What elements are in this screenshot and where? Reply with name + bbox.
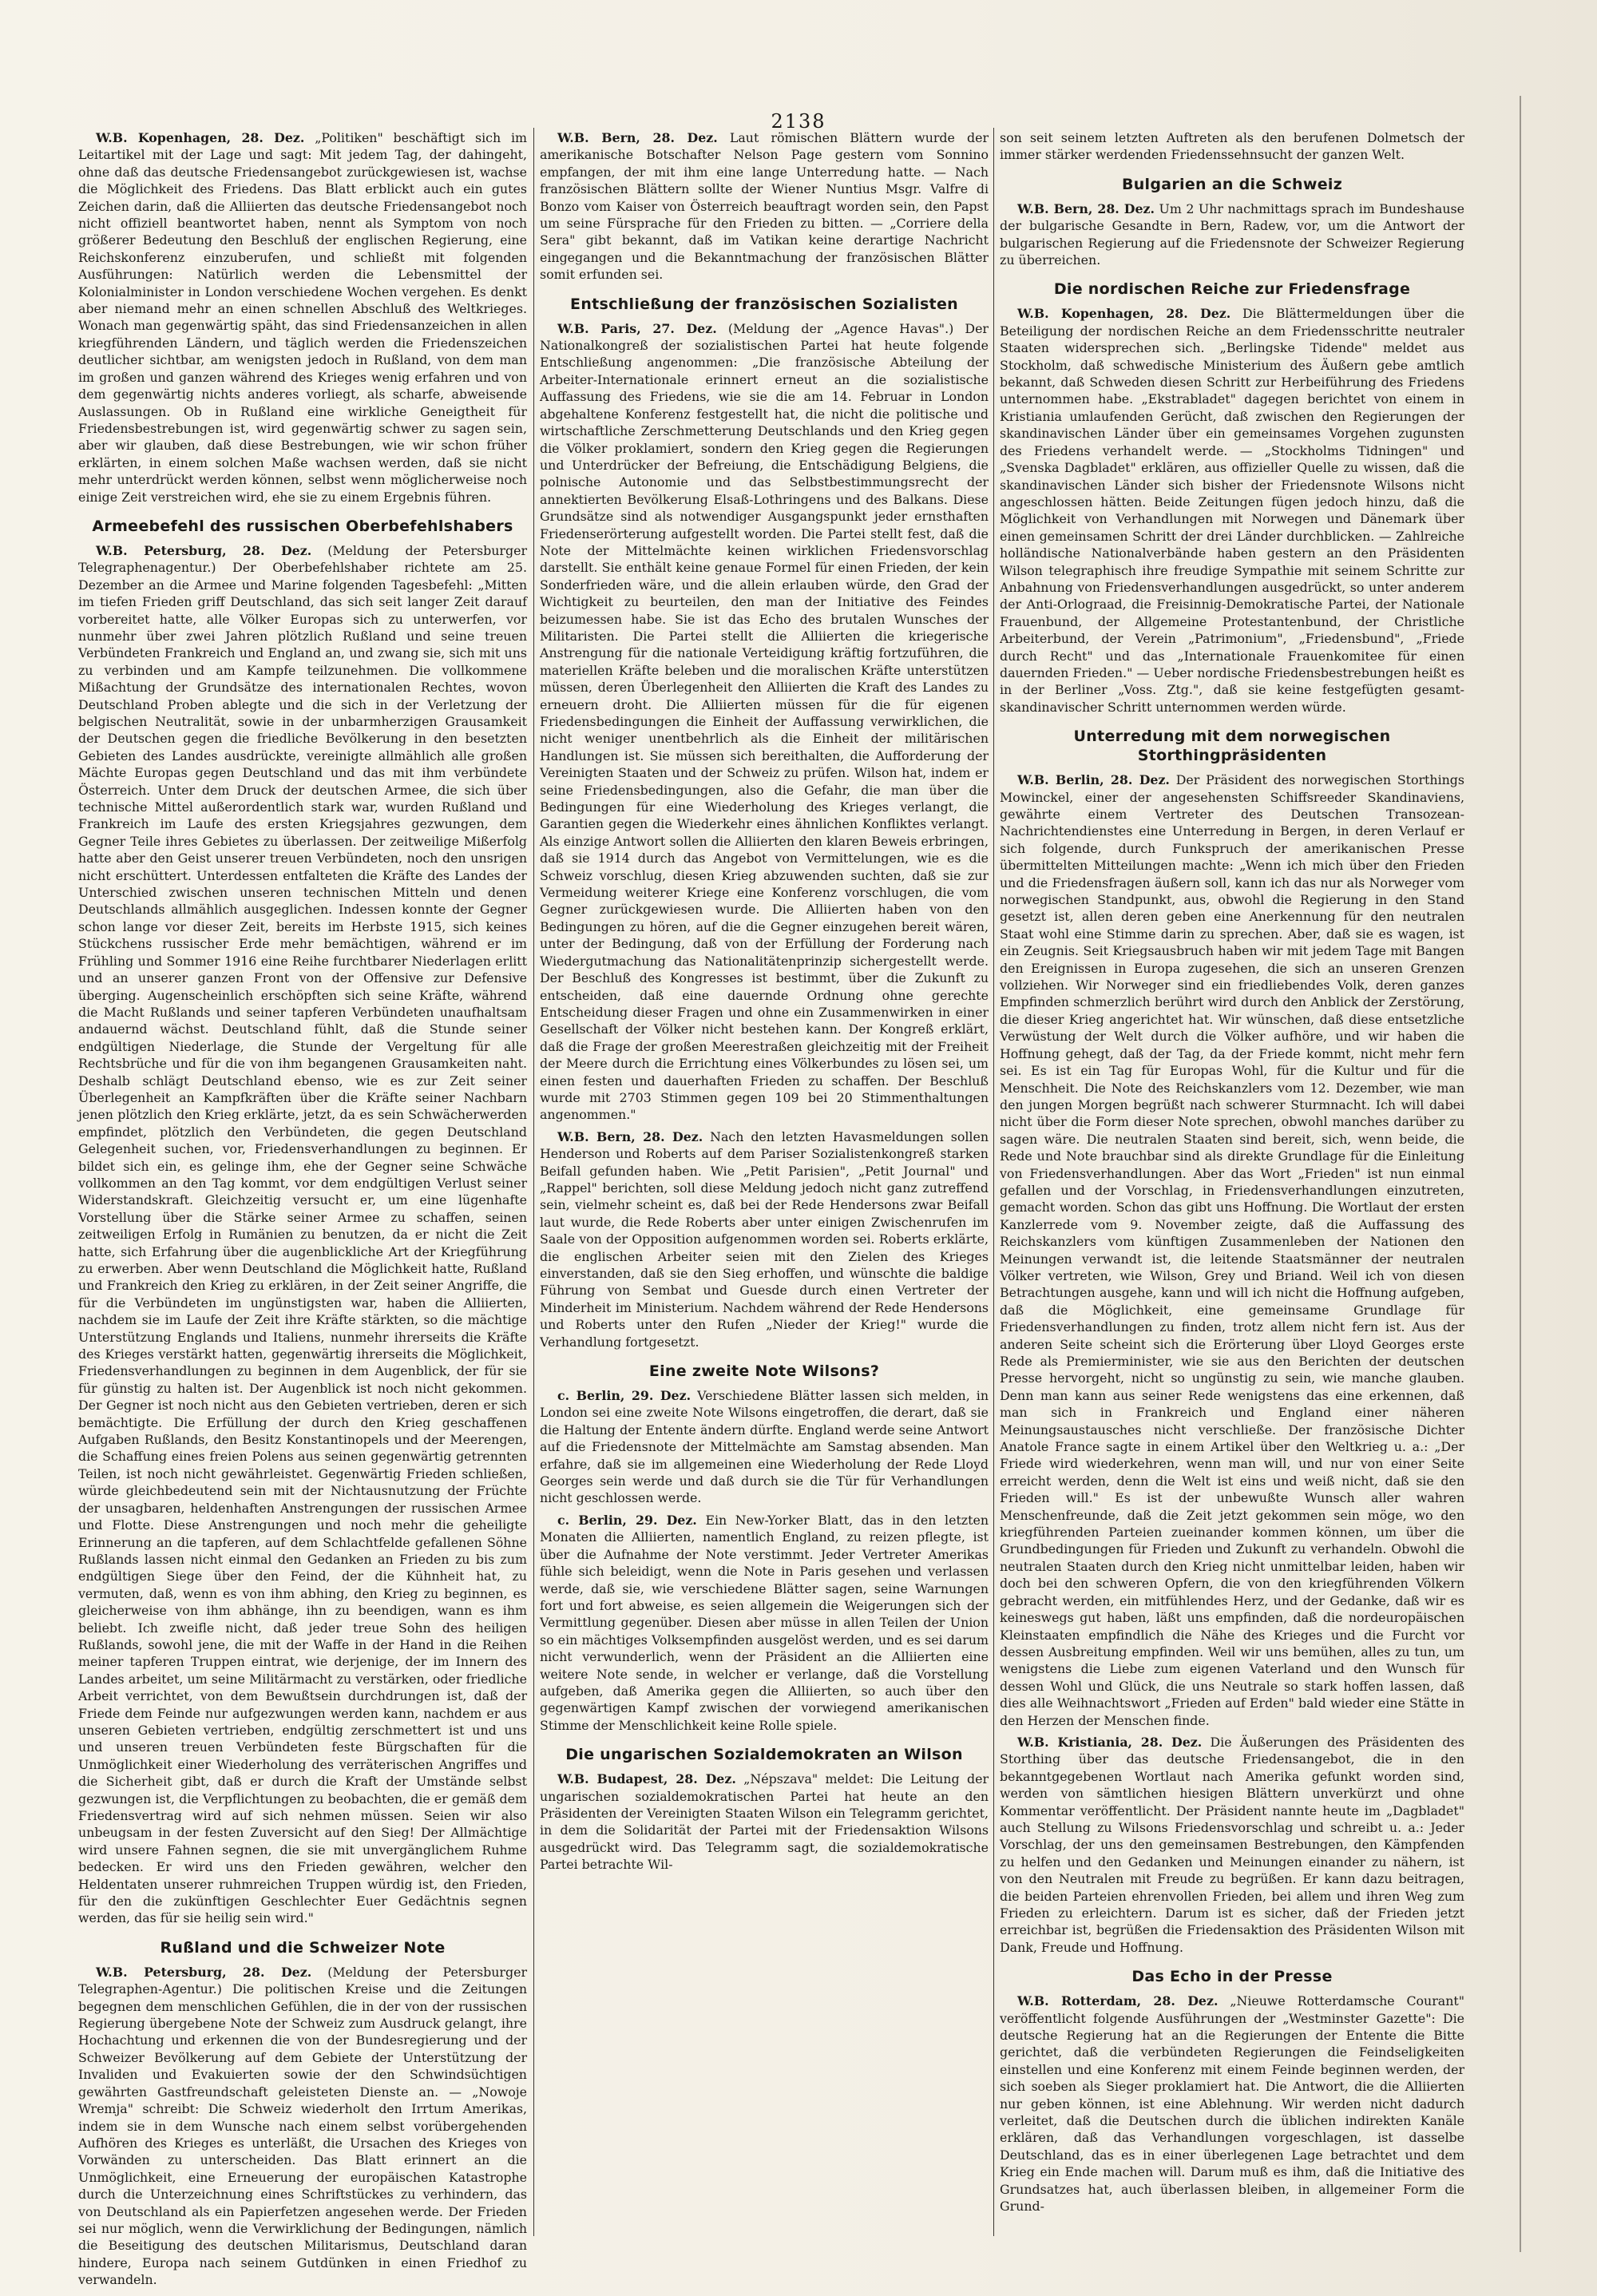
page-number: 2138 <box>771 110 826 133</box>
article-headline: Entschließung der französischen Sozialisten <box>570 295 958 313</box>
article-headline: Unterredung mit dem norwegischen Storthingpräsidenten <box>1073 728 1391 765</box>
dateline: W.B. Kopenhagen, 28. Dez. <box>96 130 305 145</box>
column-3 <box>1000 129 1464 2238</box>
column-1 <box>78 129 527 2288</box>
dateline: W.B. Rotterdam, 28. Dez. <box>1017 1993 1219 2009</box>
article-headline: Die nordischen Reiche zur Friedensfrage <box>1053 280 1411 299</box>
article-paragraph <box>540 129 989 284</box>
dateline: W.B. Budapest, 28. Dez. <box>557 1771 736 1787</box>
dateline: c. Berlin, 29. Dez. <box>557 1388 692 1404</box>
column-rule <box>993 128 994 2236</box>
dateline: W.B. Petersburg, 28. Dez. <box>96 542 312 558</box>
paragraph-text: Die Blättermeldungen über die Beteiligung der nordischen Reiche an dem Friedensschritte neutraler Staaten widersprechen sich. „Berlingske Tidende" meldet aus Stockholm, daß schwedische Ministerium des Äußern gebe amtlich bekannt, daß Schweden diesen Schritt zur Herbeiführung des Friedens unternommen habe. „Ekstrabladet" dagegen berichtet von einem in Kristiania umlaufenden Gerücht, daß zwischen den Regierungen der skandinavischen Länder über ein gemeinsames Vorgehen zugunsten des Friedens verhandelt werde. — „Stockholms Tidningen" und „Svenska Dagbladet" erklären, aus offizieller Quelle zu wissen, daß die skandinavischen Länder sich bisher der Friedensnote Wilsons nicht angeschlossen hätten. Beide Zeitungen fügen jedoch hinzu, daß die Möglichkeit von Verhandlungen mit Norwegen und Dänemark über einen gemeinsamen Schritt der drei Länder durchblicken. — Zahlreiche holländische Nationalverbände haben gestern an den Präsidenten Wilson telegraphisch ihre freudige Sympathie mit seinem Schritte zur Anbahnung von Friedensverhandlungen ausgedrückt, so unter anderem der Anti-Orlograad, die Freisinnig-Demokratische Partei, der Nationale Frauenbund, der Allgemeine Protestantenbund, der Christliche Arbeiterbund, der Verein „Patrimonium", „Friedensbund", „Friede durch Recht" und das „Internationale Frauenkomitee für einen dauernden Frieden." — Ueber nordische Friedensbestrebungen heißt es in der Berliner „Voss. Ztg.", daß sie keine festgefügten gesamt-skandinavischer Schritt unternommen werden würde. <box>1000 306 1464 715</box>
article-headline: Rußland und die Schweizer Note <box>160 1938 446 1957</box>
paragraph-text: Ein New-Yorker Blatt, das in den letzten Monaten die Alliierten, namentlich England, zu reizen pflegte, ist über die Aufnahme der Note verstimmt. Jeder Vertreter Amerikas fühle sich beleidigt, wenn die Note in Paris gesehen und verlassen werde, daß sie, wie verschiedene Blätter sagen, seine Warnungen fort und fort abweise, es seien allgemein die Weigerungen sich der Vermittlung gegenüber. Diesen aber müsse in allen Teilen der Union so ein mächtiges Volksempfinden ausgelöst werden, und es sei darum nicht verwunderlich, wenn der Präsident an die Alliierten eine weitere Note sende, in welcher er verlange, daß die Vorstellung aufgeben, daß Amerika gegen die Alliierten, so auch über den gegenwärtigen Kampf zwischen der vorwiegend amerikanischen Stimme der Menschlichkeit keine Rolle spiele. <box>540 1512 989 1733</box>
article-paragraph <box>78 542 527 1927</box>
dateline: W.B. Kristiania, 28. Dez. <box>1017 1734 1203 1750</box>
article-paragraph <box>540 1387 989 1507</box>
paragraph-text: Nach den letzten Havasmeldungen sollen Henderson und Roberts auf dem Pariser Sozialistenkongreß starken Beifall gefunden haben. Wie „Petit Parisien", „Petit Journal" und „Rappel" berichten, soll diese Meldung jedoch nicht ganz zutreffend sein, vielmehr scheint es, daß bei der Rede Hendersons zwar Beifall laut wurde, die Rede Roberts aber unter einigen Zwischenrufen im Saale von der Opposition aufgenommen worden sei. Roberts erklärte, die englischen Arbeiter seien mit den Zielen des Krieges einverstanden, daß sie den Sieg erhoffen, und wünschte die baldige Führung von Sembat und Guesde durch einen Vertreter der Minderheit im Ministerium. Nachdem während der Rede Hendersons und Roberts unter den Rufen „Nieder der Krieg!" wurde die Verhandlung fortgesetzt. <box>540 1128 989 1350</box>
dateline: W.B. Bern, 28. Dez. <box>557 130 718 145</box>
paragraph-text: „Politiken" beschäftigt sich im Leitartikel mit der Lage und sagt: Mit jedem Tag, der dahingeht, ohne daß das deutsche Friedensangebot zurückgewiesen ist, wachse die Möglichkeit des Friedens. Das Blatt erblickt auch ein gutes Zeichen darin, daß die Alliierten das deutsche Friedensangebot noch nicht offiziell beantwortet haben, nennt als Symptom von noch größerer Bedeutung den Beschluß der englischen Regierung, eine Reichskonferenz einzuberufen, und schließt mit folgenden Ausführungen: Natürlich werden die Lebensmittel der Kolonialminister in London verschiedene Wochen vergehen. Es denkt aber niemand mehr an einen schnellen Abschluß des Weltkrieges. Wonach man gegenwärtig späht, das sind Friedensanzeichen in allen kriegführenden Ländern, und täglich werden die Friedenszeichen deutlicher sichtbar, am wenigsten jedoch in Rußland, von dem man im großen und ganzen während des Krieges wenig erfahren und von dem gegenwärtig nichts anderes vorliegt, als scharfe, abweisende Auslassungen. Ob in Rußland eine wirkliche Geneigtheit für Friedensbestrebungen ist, wird gegenwärtig schwer zu sagen sein, aber wir glauben, daß diese Bestrebungen, wie wir schon früher erklärten, in einem solchen Maße wachsen werden, daß sie nicht mehr unterdrückt werden können, selbst wenn möglicherweise noch einige Zeit verstreichen wird, ehe sie zu einem Ergebnis führen. <box>78 130 527 505</box>
page-edge <box>1520 96 1521 2252</box>
dateline: W.B. Kopenhagen, 28. Dez. <box>1017 306 1231 322</box>
article-paragraph <box>78 1964 527 2289</box>
article-paragraph <box>78 129 527 506</box>
article-paragraph <box>1000 305 1464 716</box>
article-headline: Armeebefehl des russischen Oberbefehlshabers <box>92 517 513 535</box>
paragraph-text: Laut römischen Blättern wurde der amerikanische Botschafter Nelson Page gestern vom Sonnino empfangen, der mit ihm eine lange Unterredung hatte. — Nach französischen Blättern sollte der Wiener Nuntius Msgr. Valfre di Bonzo vom Kaiser von Österreich beauftragt worden sein, den Papst um seine Fürsprache für den Frieden zu bitten. — „Corriere della Sera" gibt bekannt, daß im Vatikan keine derartige Nachricht eingegangen und die Bekanntmachung der französischen Blätter somit erfunden sei. <box>540 130 989 283</box>
dateline: W.B. Petersburg, 28. Dez. <box>96 1964 312 1980</box>
dateline: W.B. Paris, 27. Dez. <box>557 320 717 336</box>
paragraph-text: (Meldung der Petersburger Telegraphen-Agentur.) Die politischen Kreise und die Zeitungen begegnen dem menschlichen Gefühlen, die in der von der russischen Regierung übergebene Note der Schweiz zum Ausdruck gelangt, ihre Hochachtung und erkennen die von der Bundesregierung und der Schweizer Bevölkerung auf dem Gebiete der Unterstützung der Invaliden und Evakuierten sowie der den Schwindsüchtigen gewährten Gastfreundschaft geleisteten Dienste an. — „Nowoje Wremja" schreibt: Die Schweiz wiederholt den Irrtum Amerikas, indem sie in dem Wunsche nach einem selbst vorübergehenden Aufhören des Krieges es unterläßt, die Ursachen des Krieges von Vorwänden zu unterscheiden. Das Blatt erinnert an die Unmöglichkeit, eine Erneuerung der europäischen Katastrophe durch die Unterzeichnung eines Schriftstückes zu verhindern, das von Deutschland als ein Papierfetzen angesehen werde. Der Frieden sei nur möglich, wenn die Verwirklichung der Bedingungen, nämlich die Beseitigung des deutschen Militarismus, Deutschland daran hindere, Europa nach seinem Gutdünken in einen Friedhof zu verwandeln. <box>78 1964 527 2288</box>
article-paragraph <box>1000 129 1464 164</box>
dateline: c. Berlin, 29. Dez. <box>557 1512 697 1528</box>
article-paragraph <box>1000 200 1464 269</box>
paragraph-text: Um 2 Uhr nachmittags sprach im Bundeshause der bulgarische Gesandte in Bern, Radew, vor, um die Antwort der bulgarischen Regierung auf die Friedensnote der Schweizer Regierung zu überreichen. <box>1000 200 1464 268</box>
paragraph-text: Verschiedene Blätter lassen sich melden, in London sei eine zweite Note Wilsons eingetroffen, die derart, daß sie die Haltung der Entente ändern dürfte. England werde seine Antwort auf die Friedensnote der Mittelmächte am Samstag absenden. Man erfahre, daß sie im allgemeinen eine Wiederholung der Rede Lloyd Georges sein werde und daß durch sie die Tür für Verhandlungen nicht geschlossen werde. <box>540 1388 989 1506</box>
dateline: W.B. Bern, 28. Dez. <box>557 1128 703 1144</box>
article-paragraph <box>1000 771 1464 1729</box>
article-paragraph <box>540 1771 989 1873</box>
paragraph-text: (Meldung der Petersburger Telegraphenagentur.) Der Oberbefehlshaber richtete am 25. Dezember an die Armee und Marine folgenden Tagesbefehl: „Mitten im tiefen Frieden griff Deutschland, das sich seit langer Zeit darauf vorbereitet hatte, alle Völker Europas sich zu unterwerfen, vor nunmehr über zwei Jahren plötzlich Rußland und seine treuen Verbündeten Frankreich und England an, und zwang sie, sich mit uns zu verbinden und am Kampfe teilzunehmen. Die vollkommene Mißachtung der Grundsätze des internationalen Rechtes, wovon Deutschland Proben ablegte und die sich in der Verletzung der belgischen Neutralität, sowie in der unbarmherzigen Grausamkeit der Deutschen gegen die friedliche Bevölkerung in den besetzten Gebieten des Landes ausdrückte, vereinigte allmählich alle großen Mächte Europas gegen Deutschland und das mit ihm verbündete Österreich. Unter dem Druck der deutschen Armee, die sich über technische Mittel außerordentlich stark war, wurden Rußland und Frankreich im Laufe des ersten Kriegsjahres gezwungen, dem Gegner Teile ihres Gebietes zu überlassen. Der zeitweilige Mißerfolg hatte aber den Geist unserer treuen Verbündeten, noch den unsrigen nicht erschüttert. Unterdessen entfalteten die Kräfte des Landes der Unterschied zwischen unseren technischen Mitteln und denen Deutschlands allmählich ausgeglichen. Indessen konnte der Gegner schon lange vor dieser Zeit, bereits im Herbste 1915, sich keines Stückchens russischer Erde mehr bemächtigen, während er im Frühling und Sommer 1916 eine Reihe furchtbarer Niederlagen erlitt und an unserer ganzen Front von der Offensive zur Defensive überging. Augenscheinlich erschöpften sich seine Kräfte, während die Macht Rußlands und seiner tapferen Verbündeten unaufhaltsam andauernd wächst. Deutschland fühlt, daß die Stunde seiner endgültigen Niederlage, die Stunde der Vergeltung für alle Rechtsbrüche und für die von ihm begangenen Grausamkeiten naht. Deshalb schlägt Deutschland ebenso, wie es zur Zeit seiner Überlegenheit an Kampfkräften über die Kräfte seiner Nachbarn jenen plötzlich den Krieg erklärte, jetzt, da es sein Schwächerwerden empfindet, plötzlich den Verbündeten, die gegen Deutschland Gelegenheit suchen, vor, Friedensverhandlungen zu beginnen. Er bildet sich ein, es gelinge ihm, ehe der Gegner seine Schwäche vollkommen an den Tag kommt, vor dem endgültigen Verlust seiner Widerstandskraft. Gleichzeitig versucht er, um eine lügenhafte Vorstellung über die Stärke seiner Armee zu schaffen, seinen zeitweiligen Erfolg in Rumänien zu benutzen, da er nicht die Zeit hatte, sich Erfahrung über die augenblickliche Art der Kriegführung zu erwerben. Aber wenn Deutschland die Möglichkeit hatte, Rußland und Frankreich den Krieg zu erklären, in der Zeit seiner Angriffe, die für die Verbündeten im ungünstigsten war, haben die Alliierten, nachdem sie im Laufe der Zeit ihre Kräfte stärkten, so die mächtige Unterstützung Englands und Italiens, nunmehr ihrerseits die Kräfte des Krieges verstärkt hatten, gegenwärtig ihrerseits die Möglichkeit, Friedensverhandlungen zu beginnen in dem Augenblick, der für sie für günstig zu halten ist. Der Augenblick ist noch nicht gekommen. Der Gegner ist noch nicht aus den Gebieten vertrieben, deren er sich bemächtigte. Die Erfüllung der durch den Krieg geschaffenen Aufgaben Rußlands, den Besitz Konstantinopels und der Meerengen, die Schaffung eines freien Polens aus seinen gegenwärtig getrennten Teilen, ist noch nicht gewährleistet. Gegenwärtig Frieden schließen, würde gleichbedeutend sein mit der Nichtausnutzung der Früchte der unsagbaren, heldenhaften Anstrengungen der russischen Armee und Flotte. Diese Anstrengungen und noch mehr die geheiligte Erinnerung an die tapferen, auf dem Schlachtfelde gefallenen Söhne Rußlands lassen nicht einmal den Gedanken an Frieden zu bis zum endgültigen Siege über den Feind, der die Kühnheit hat, zu vermuten, daß, wenn es von ihm abhing, den Krieg zu beginnen, es gleicherweise von ihm abhänge, ihn zu beendigen, wann es ihm beliebt. Ich zweifle nicht, daß jeder treue Sohn des heiligen Rußlands, sowohl jene, die mit der Waffe in der Hand in die Reihen meiner tapferen Truppen eintrat, wie derjenige, der im Innern des Landes arbeitet, um seine Militärmacht zu verstärken, oder friedliche Arbeit verrichtet, von dem Bewußtsein durchdrungen ist, daß der Friede dem Feinde nur aufgezwungen werden kann, nachdem er aus unseren Gebieten vertrieben, endgültig zerschmettert ist und uns und unseren treuen Verbündeten feste Bürgschaften für die Unmöglichkeit einer Wiederholung des verräterischen Angriffes und die Sicherheit gibt, daß er durch die Kraft der Umstände selbst gezwungen ist, die Verpflichtungen zu beobachten, die er gemäß dem Friedensvertrag wird auf sich nehmen müssen. Seien wir also unbeugsam in der festen Zuversicht auf den Sieg! Der Allmächtige wird unsere Fahnen segnen, die sie mit unvergänglichem Ruhme bedecken. Er wird uns den Frieden gewähren, welcher den Heldentaten unserer ruhmreichen Truppen würdig ist, den Frieden, für den die zukünftigen Geschlechter Euer Gedächtnis segnen werden, das für sie heilig sein wird." <box>78 542 527 1926</box>
article-paragraph <box>1000 1734 1464 1956</box>
paragraph-text: son seit seinem letzten Auftreten als den berufenen Dolmetsch der immer stärker werdenden Friedenssehnsucht der ganzen Welt. <box>1000 130 1464 163</box>
article-headline: Die ungarischen Sozialdemokraten an Wilson <box>565 1746 963 1764</box>
article-paragraph <box>540 1128 989 1350</box>
article-headline: Eine zweite Note Wilsons? <box>648 1362 880 1381</box>
article-paragraph <box>1000 1993 1464 2215</box>
column-rule <box>533 128 534 2236</box>
article-paragraph <box>540 1512 989 1734</box>
paragraph-text: (Meldung der „Agence Havas".) Der Nationalkongreß der sozialistischen Partei hat heute folgende Entschließung angenommen: „Die französische Abteilung der Arbeiter-Internationale erinnert erneut an die sozialistische Auffassung des Friedens, wie sie die am 14. Februar in London abgehaltene Konferenz festgestellt hat, die nicht die politische und wirtschaftliche Zerschmetterung Deutschlands und den Krieg gegen die Völker proklamiert, sondern den Krieg gegen die Regierungen und Unterdrücker der Befreiung, die Entschädigung Belgiens, die polnische Autonomie und das Selbstbestimmungsrecht der annektierten Bevölkerung Elsaß-Lothringens und des Balkans. Diese Grundsätze sind als notwendiger Ausgangspunkt jeder ernsthaften Friedenserörterung aufgestellt worden. Die Partei stellt fest, daß die Note der Mittelmächte keinen wirklichen Friedensvorschlag darstellt. Sie enthält keine genaue Formel für einen Frieden, der kein Sonderfrieden wäre, und die allein erlauben würde, den Grad der Wichtigkeit zu beurteilen, den man der Initiative des Feindes beizumessen habe. Sie ist das Echo des brutalen Wunsches der Militaristen. Die Partei stellt die Alliierten die kriegerische Anstrengung für die nationale Verteidigung kräftig fortzuführen, die materiellen Kräfte beleben und die moralischen Kräfte unterstützen müssen, deren Überlegenheit den Alliierten die Kraft des Landes zu erneuern droht. Die Alliierten müssen für die für eigenen Friedensbedingungen die Einheit der Auffassung verwirklichen, die nicht weniger unentbehrlich als die Einheit der militärischen Handlungen ist. Sie müssen sich bereithalten, die Aufforderung der Vereinigten Staaten und der Schweiz zu prüfen. Wilson hat, indem er seine Friedensbedingungen, also die Gefahr, die man über die Bedingungen für eine Wiederholung des Krieges verlangt, die Garantien gegen die Wiederkehr eines ähnlichen Konfliktes verlangt. Als einzige Antwort sollen die Alliierten den klaren Beweis erbringen, daß sie 1914 durch das Angebot von Vermittelungen, wie es die Schweiz vorschlug, diesen Krieg abzuwenden suchten, daß sie zur Vermeidung weiterer Kriege eine Konferenz vorschlugen, die vom Gegner zurückgewiesen wurde. Die Alliierten haben von den Bedingungen zu hören, auf die die Gegner einzugehen bereit wären, unter der Bedingung, daß von der Erfüllung der Forderung nach Wiedergutmachung das Nationalitätenprinzip sichergestellt werde. Der Beschluß des Kongresses ist bestimmt, über die Zukunft zu entscheiden, daß eine dauernde Ordnung ohne gerechte Entscheidung dieser Fragen und ohne ein Zusammenwirken in einer Gesellschaft der Völker nicht bestehen kann. Der Kongreß erklärt, daß die Frage der großen Meerestraßen gleichzeitig mit der Freiheit der Meere durch die Errichtung eines Völkerbundes zu lösen sei, um einen festen und dauerhaften Frieden zu schaffen. Der Beschluß wurde mit 2703 Stimmen gegen 109 bei 20 Stimmenthaltungen angenommen." <box>540 320 989 1123</box>
article-headline: Bulgarien an die Schweiz <box>1121 175 1343 193</box>
paragraph-text: Die Äußerungen des Präsidenten des Storthing über das deutsche Friedensangebot, die in den bekanntgegebenen Wortlaut nach Amerika gefunkt worden sind, werden von sämtlichen hiesigen Blättern unverkürzt und ohne Kommentar veröffentlicht. Der Präsident nannte heute im „Dagbladet" auch Stellung zu Wilsons Friedensvorschlag und schreibt u. a.: Jeder Vorschlag, der uns den gemeinsamen Bestrebungen, den Kämpfenden zu helfen und den Gedanken und Meinungen einander zu nähern, ist von den Neutralen mit Freude zu begrüßen. Er kann dazu beitragen, die beiden Parteien ehrenvollen Frieden, bei allem und ihren Weg zum Frieden zu erleichtern. Darum ist es sicher, daß der Frieden jetzt erreichbar ist, begrüßen die Friedensaktion des Präsidenten Wilson mit Dank, Freude und Hoffnung. <box>1000 1734 1464 1955</box>
paragraph-text: Der Präsident des norwegischen Storthings Mowinckel, einer der angesehensten Schiffsreeder Skandinaviens, gewährte einem Vertreter des Deutschen Transozean-Nachrichtendienstes eine Unterredung in Bergen, in deren Verlauf er sich folgende, durch Funkspruch der amerikanischen Presse übermittelten Mitteilungen machte: „Wenn ich mich über den Frieden und die Friedensfragen äußern soll, kann ich das nur als Norweger vom norwegischen Standpunkt, aus, obwohl die Regierung in den Stand gesetzt ist, allen deren geben eine Anerkennung für den neutralen Staat wohl eine Stimme darin zu sprechen. Aber, daß sie es wagen, ist ein Zeugnis. Seit Kriegsausbruch haben wir mit jedem Tage mit Bangen den Ereignissen in Europa zugesehen, die sich an unseren Grenzen vollziehen. Wir Norweger sind ein friedliebendes Volk, deren ganzes Empfinden schmerzlich berührt wird durch den Anblick der Zerstörung, die dieser Krieg angerichtet hat. Wir wünschen, daß diese entsetzliche Verwüstung der Welt durch die Völker aufhöre, und wir haben die Hoffnung gehegt, daß der Tag, da der Friede kommt, nicht mehr fern sei. Es ist ein Tag für Europas Wohl, für die Kultur und für die Menschheit. Die Note des Reichskanzlers vom 12. Dezember, wie man den jungen Morgen begrüßt nach schwerer Sturmnacht. Ich will dabei nicht über die Form dieser Note sprechen, obwohl manches darüber zu sagen wäre. Die neutralen Staaten sind bereit, sich, wenn beide, die Rede und Note brauchbar sind als direkte Grundlage für die Einleitung von Friedensverhandlungen. Aber das Wort „Frieden" ist nun einmal gefallen und der Vorschlag, in Friedensverhandlungen einzutreten, gemacht worden. Schon das gibt uns Hoffnung. Die Wortlaut der ersten Kanzlerrede vom 9. November zeigte, daß die Auffassung des Reichskanzlers vom künftigen Zusammenleben der Nationen den Meinungen verwandt ist, die leitende Staatsmänner der neutralen Völker vertreten, wie Wilson, Grey und Briand. Weil ich von diesen Betrachtungen ausgehe, kann und will ich nicht die Hoffnung aufgeben, daß die Möglichkeit, eine gemeinsame Grundlage für Friedensverhandlungen zu finden, trotz allem nicht fern ist. Aus der anderen Seite scheint sich die Erörterung über Lloyd Georges erste Rede als Premierminister, wie sie aus den Berichten der deutschen Presse hervorgeht, nicht so ungünstig zu sein, wie manche glauben. Denn man kann aus seiner Rede wenigstens das eine erkennen, daß man sich in Frankreich und England einer näheren Meinungsaustausches nicht verschließe. Der französische Dichter Anatole France sagte in einem Artikel über den Weltkrieg u. a.: „Der Friede wird wiederkehren, wenn man will, und nur von einer Seite erreicht werden, denn die Welt ist eins und weiß nicht, daß sie den Frieden will." Es ist der unbewußte Wunsch aller wahren Menschenfreunde, daß die Zeit jetzt gekommen sein möge, wo den kriegführenden Parteien zueinander kommen können, um über die Grundbedingungen für Frieden und Zukunft zu verhandeln. Obwohl die neutralen Staaten durch den Krieg nicht unmittelbar leiden, haben wir doch bei den schweren Opfern, die von den kriegführenden Völkern gebracht werden, ein mitfühlendes Herz, und der Gedanke, daß wir es keineswegs gut haben, läßt uns empfinden, daß die nordeuropäischen Kleinstaaten empfindlich die Nähe des Krieges und die Furcht vor dessen Ausbreitung empfinden. Weil wir uns bemühen, alles zu tun, um wenigstens die Liebe zum eigenen Vaterland und den Wunsch für dessen Wohl und Glück, die uns Neutrale so stark hoffen lassen, daß dies alle Weihnachtswort „Frieden auf Erden" bald wieder eine Stätte in den Herzen der Menschen finde. <box>1000 772 1465 1728</box>
article-headline: Das Echo in der Presse <box>1131 1968 1333 1986</box>
dateline: W.B. Bern, 28. Dez. <box>1017 200 1155 216</box>
article-paragraph <box>540 320 989 1124</box>
paragraph-text: „Népszava" meldet: Die Leitung der ungarischen sozialdemokratischen Partei hat heute an den Präsidenten der Vereinigten Staaten Wilson ein Telegramm gerichtet, in dem die Solidarität der Partei mit der Friedensaktion Wilsons ausgedrückt wird. Das Telegramm sagt, die sozialdemokratische Partei betrachte Wil- <box>540 1771 989 1873</box>
column-2 <box>540 129 989 2238</box>
paragraph-text: „Nieuwe Rotterdamsche Courant" veröffentlicht folgende Ausführungen der „Westminster Gazette": Die deutsche Regierung hat an die Regierungen der Entente die Bitte gerichtet, daß die verbündeten Regierungen die Feindseligkeiten einstellen und eine Konferenz mit einem Feinde beginnen werden, der sich soeben als Sieger proklamiert hat. Die Antwort, die die Alliierten nur geben können, ist eine Ablehnung. Wir werden nicht dadurch verleitet, daß die Deutschen durch die üblichen indirekten Kanäle erklären, daß das Verhandlungen vorgeschlagen, ist dasselbe Deutschland, das es in einer überlegenen Lage betrachtet und dem Krieg ein Ende machen will. Darum muß es ihm, daß die Initiative des Grundsatzes hat, auch überlassen bleiben, in allgemeiner Form die Grund- <box>1000 1993 1464 2215</box>
dateline: W.B. Berlin, 28. Dez. <box>1017 772 1170 788</box>
